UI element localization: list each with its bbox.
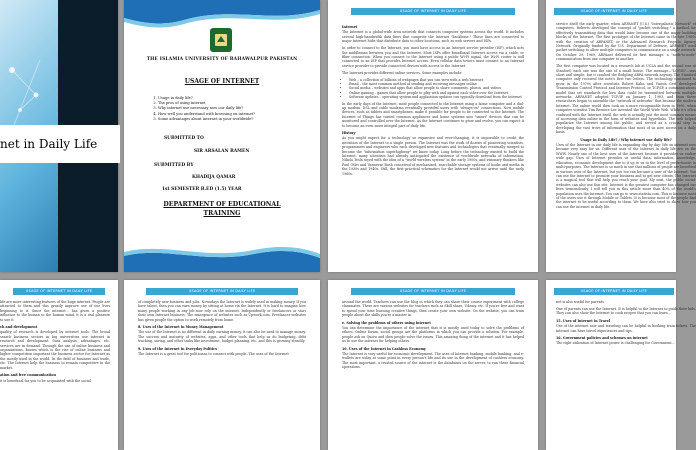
paragraph: The Internet provides different online services. Some examples include: [342,70,463,75]
paragraph: around the world. Teachers can use the blog in which they can share their course experiment with college classmates. There are various websites for teachers such as Skill share, Udemy, etc. If you're free and want to spend your time learning creative things, then create your own website. On the website, you can train people about the skills you're a master in. [342,300,524,318]
paragraph: The use of the Internet is no different in daily earning money, it can also be used to manage money. The success and maturity of websites, apps, and other tools that help us do budgeting, debt tracking, saving, and other tasks like investment, budget planning, etc. and this is growing steadily. [138,330,306,344]
page-body [138,300,306,359]
paragraph: service itself the early quarter, when ARPANET (U.S.) "Intergalactic Network" of computers, Roberts developed the concept of "packet switching," a method for effectively transmitting data that would later become one of the major building blocks of the Internet. The first prototype of the Internet came in the late 1960s with the creation of ARPANET, or the Advanced Research Projects Agency Network. Originally funded by the U.S. Department of Defense, ARPANET used packet switching to allow multiple computers to communicate on a single network. On October 29, 1969, ARPAnet delivered its first message: a "node-to-node" communication from one computer to another. [556,22,696,62]
paragraph: Use of the internet now and traveling can be helpful in booking train tickets. The internet can have travel experiences and tips. [556,324,696,333]
section-heading: Usage In Daily Life? / Why internet use daily life? [580,137,672,142]
content-page-3[interactable] [328,0,538,272]
university-name: THE ISLAMIA UNIVERSITY OF BAHAWALPUR PAKISTAN [146,57,298,62]
page-header-band: USAGE OF INTERNET IN DAILY LIFE [351,8,515,15]
section-heading: 15. Uses of Internet in Travel [556,318,611,323]
page-header-band: USAGE OF INTERNET IN DAILY LIFE [13,288,105,295]
semester-label: 1st SEMESTER B.ED (1.5) YEAR [162,187,242,192]
question-item: 2. The pros of using internet [158,101,255,106]
submitted-to-name: SIR ARSALAN RAMEN [194,149,250,154]
paragraph: You can determine the importance of the internet that it is mostly used today to solve the problems of others. Online forum, social groups are the platforms in which you can provide a solution. For example, people ask on Quora and then people solve the issues. This amazing thing of the internet and it has helped us to use the internet for helping others. [342,326,524,344]
paragraph: of completely new business and jobs. Nowadays the Internet is widely used in making money. If you have talent, then you can earn money by sitting at home via the Internet. It is hard to imagine how many people working in any job now rely on the internet. Independently or freelancers or start their own Internet business. The emergence of websites such as Upwork.com, Freelancer websites has given people the option to work remotely from home. [138,300,306,322]
question-item: 4. How well you understand with browsing on internet? [158,112,255,117]
paragraph: The Internet is a global-wide area network that connects computer systems across the world. It includes several high-bandwidth data lines that comprise the Internet "backbone." These lines are connected to major Internet hubs that distribute data to other locations, such as web servers and ISPs. [342,30,524,44]
list-item: • Software updates – operating system and application updates can typically download from the Internet [349,95,524,99]
page-header-band: USAGE OF INTERNET IN DAILY LIFE [554,8,674,15]
question-item: 1. Usage in daily life? [158,96,255,101]
paragraph: In order to connect to the Internet, you must have access to an Internet service provider (ISP), which acts the middleman between you and the Internet. Most ISPs offer broadband Internet access via a cable, or fiber connection. When you connect to the Internet using a public Wi-Fi signal, the Wi-Fi router is still connected to an ISP that provides Internet access. Even cellular data towers must connect to an Internet service provider to provide connected devices with access to the Internet. [342,46,524,68]
paragraph: life are more interesting features of the huge internet. People are attracted to them and this greatly improve use of our lives beginning to it. Since the internet... has given a positive influence to the human to the human mind, it is a real pleasure to use it. [0,300,110,322]
page-header-band: USAGE OF INTERNET IN DAILY LIFE [351,288,515,295]
paragraph: Uses of the Internet in our daily life is expanding day by day; life on internet now became very easy for us. Different uses of the Internet in daily life are on the WWW. Nearly one of the best uses of the Internet because it provides us earlier wide gap. Uses of Internet provides us useful data, information, knowledge, education, economic development due to it up to us to the level of perfectionist in multi-purposes. The Internet is so much in use that millions of people are benefited in various uses of the Internet, but you too can become a user of the Internet. You can use the Internet to promote your business and to get new clients. The Internet is a magical tool that will help you reach your goal. My next, the public social-websites can also use this site. Internet is the greatest computer has changed our lives tremendously, I will tell you in this article more than 40% of the world's population uses the Internet. You can go to www.statista.com. This is because most of the users use it through Mobile or Tablets. It is because most of the people find the internet to be useful according to them. We have also tried to show how you can use the internet in daily life. [556,143,696,209]
content-page-7[interactable] [328,280,538,450]
services-list [342,78,524,100]
submitted-to-label: SUBMITTED TO [164,136,204,141]
page-body [556,300,696,348]
paragraph: In the early days of the Internet, most people connected to the Internet using a home computer and a dial-up modem. DSL and cable modems eventually provided users with "always-on" connections. Now mobile devices, such as tablets and smartphones, make it possible for people to be connected to the Internet. The Internet of Things has turned common appliances and home systems into "smart" devices that can be monitored and controlled over the Internet. As the Internet continues to grow and evolve, you can expect it to become an even more integral part of daily life. [342,101,524,128]
paragraph: net is also useful for parents [556,300,604,304]
cover-title: net in Daily Life [0,125,120,163]
list-item: • Online gaming – games that allow people to play with and against each other over the Internet [349,91,524,95]
page-body [342,22,524,179]
page-body [0,300,110,385]
content-page-8[interactable] [546,280,696,450]
paragraph: it is beneficial for you to be acquainted with the social [0,378,91,383]
submitted-by-label: SUBMITTED BY [154,163,194,168]
section-heading: e. Solving the problems of others using internet [342,320,431,325]
paragraph: The Internet is very useful for economic development. The uses of Internet banking, mobile banking, and e-wallets are today at some point in every person's life and its use in the development of cashless economy. The most important, a trusted source of the internet is the databases on the server, to run these financial operations. [342,352,524,370]
title-heading: USAGE OF INTERNET [184,78,260,85]
list-item: • Web – a collection of billions of webpages that you can view with a web browser [349,78,524,82]
list-item: • Social media – websites and apps that allow people to share comments, photos, and videos [349,86,524,90]
section-heading: 16. Government policies and schemes on internet [556,335,648,340]
paragraph: The right utilization of Internet power is challenging for Government... [556,341,675,346]
submitted-by-name: KHADIJA QAMAR [192,175,236,180]
title-page[interactable] [124,0,320,272]
question-item: 5. Some advantages about internet in your worldwide? [158,117,255,122]
section-heading: 9. Uses of the Internet in Everyday Politics [138,346,218,351]
list-item: • Email – the most common method of sending and receiving messages online [349,82,524,86]
section-heading: 8. Uses of the Internet in Money Management [138,325,224,330]
bottom-wave-decoration [124,244,320,272]
content-page-5[interactable] [0,280,118,450]
section-heading: 10. Uses of the Internet in Cashless Economy [342,346,426,351]
paragraph: As you might expect for a technology so expansive and ever-changing, it is impossible to credit the invention of the Internet to a single person. The Internet was the work of dozens of pioneering scientists, programmers and engineers who each developed new features and technologies that eventually merged to become the "information superhighway" we know today. Long before the technology existed to build the Internet, many scientists had already anticipated the existence of worldwide networks of information. Nikola Tesla toyed with the idea of a "world wireless system" in the early 1900s, and visionary thinkers like Paul Otlet and Vannevar Bush conceived of mechanized, searchable storage systems of books and media in the 1930s and 1940s. Still, the first practical schematics for the Internet would not arrive until the early 1960s. [342,136,524,176]
page-header-band: USAGE OF INTERNET IN DAILY LIFE [554,288,674,295]
paragraph: quality of research is developed by internet tools. The broad search business sectors in big universities use internet in research and development. Data analysis, advantages, etc. services are in demand. Through the use of online business and organizations, known which is the rise of online business and higher competition important the business sector for Internet as the mostly used in the world. In the field of business and trade, etc. The Internet help the business to remain competitive in the market. [0,330,110,370]
paragraph: One of parents can use the Internet. It is helpful to the Internet to guide their kids. They can also show the Internet to cook recipes that you can learn... [556,306,696,316]
department-name: DEPARTMENT OF EDUCATIONAL TRAINING [163,201,281,217]
university-logo [210,28,232,52]
content-page-6[interactable] [124,280,320,450]
page-body [556,22,696,212]
question-list [152,96,255,122]
question-item: 3. Why internet use necessary now our daily life? [158,106,255,111]
crest-icon [210,28,232,52]
page-header-band: USAGE OF INTERNET IN DAILY LIFE [146,288,299,295]
paragraph: The first computer was located in a research lab at UCLA and the second was at Stanford; each one was the size of a small house. The message—"LOGIN"—was short and simple, but it crashed the fledgling ARPA network anyway. The Stanford computer only received the note's first two letters. The technology continued to grow in the 1970s after scientists Robert Kahn and Vinton Cerf developed Transmission Control Protocol and Internet Protocol, or TCP/IP, a communications model that set standards for how data could be transmitted between multiple networks. ARPANET adopted TCP/IP on January 1, 1983, and from there researchers began to assemble the "network of networks" that became the modern Internet. The online world then took on a more recognizable form in 1990, when computer scientist Tim Berners-Lee invented the World Wide Web. While it's often confused with the Internet itself, the web is actually just the most common means of accessing data online in the form of websites and hyperlinks. The web helped popularize the Internet among the public, and served as a crucial step in developing the vast trove of information that most of us now access on a daily basis. [556,64,696,135]
paragraph: The Internet is a great tool for politicians to connect with people. The uses of the Internet [138,352,289,357]
page-body [342,300,524,372]
section-heading: ch and development [0,325,38,330]
cover-page[interactable] [0,0,118,272]
content-page-4[interactable] [546,0,696,272]
section-heading: Internet [342,25,358,29]
section-heading: ation and free communication [0,373,56,378]
section-heading: History [342,131,356,136]
